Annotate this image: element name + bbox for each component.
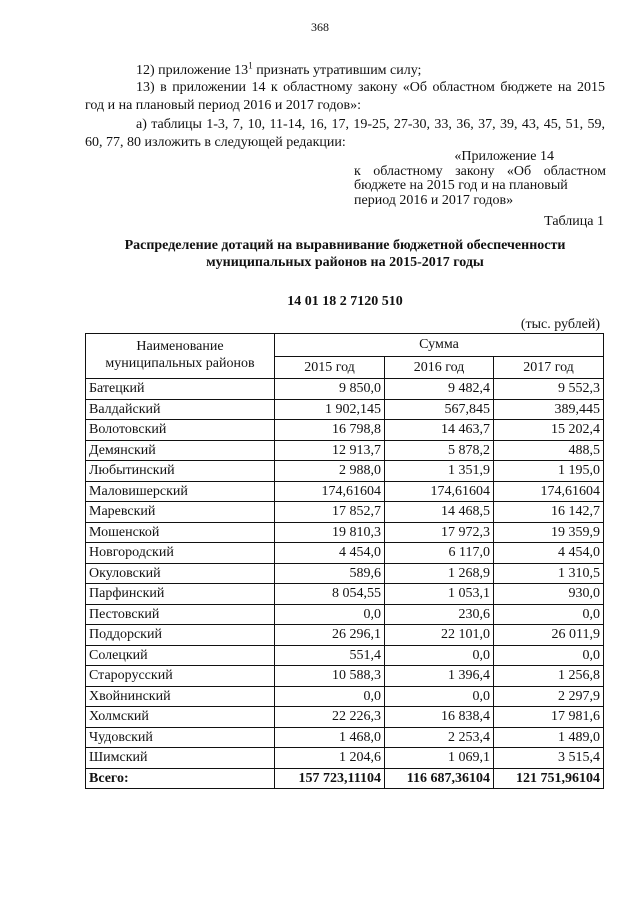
- table-total-row: [86, 768, 604, 789]
- table-row: [86, 522, 604, 543]
- paragraph-item-12: [136, 62, 421, 80]
- value-2017-cell: 15 202,4: [494, 420, 604, 441]
- district-name-cell: Шимский: [86, 748, 275, 769]
- value-2017-cell: 930,0: [494, 584, 604, 605]
- units-label: (тыс. рублей): [520, 317, 600, 332]
- value-2015-cell: 10 588,3: [275, 666, 385, 687]
- district-name-cell: Маревский: [86, 502, 275, 523]
- district-name-cell: Солецкий: [86, 645, 275, 666]
- district-name-cell: Парфинский: [86, 584, 275, 605]
- value-2015-cell: 2 988,0: [275, 461, 385, 482]
- value-2015-cell: 1 204,6: [275, 748, 385, 769]
- table-title-line-1: Распределение дотаций на выравнивание бюджетной обеспеченности: [124, 238, 566, 253]
- value-2015-cell: 1 902,145: [275, 399, 385, 420]
- value-2017-cell: 174,61604: [494, 481, 604, 502]
- appendix-line-3: бюджете на 2015 год и на плановый: [354, 178, 568, 194]
- district-name-cell: Демянский: [86, 440, 275, 461]
- district-name-cell: Окуловский: [86, 563, 275, 584]
- appendix-line-4: период 2016 и 2017 годов»: [354, 193, 514, 209]
- value-2017-cell: 0,0: [494, 604, 604, 625]
- district-name-cell: Старорусский: [86, 666, 275, 687]
- value-2016-cell: 116 687,36104: [385, 768, 494, 789]
- header-sum: Сумма: [275, 334, 604, 357]
- table-title: [85, 238, 605, 272]
- value-2016-cell: 5 878,2: [385, 440, 494, 461]
- value-2016-cell: 0,0: [385, 686, 494, 707]
- value-2016-cell: 6 117,0: [385, 543, 494, 564]
- value-2016-cell: 0,0: [385, 645, 494, 666]
- value-2015-cell: 8 054,55: [275, 584, 385, 605]
- value-2016-cell: 2 253,4: [385, 727, 494, 748]
- table-row: [86, 625, 604, 646]
- value-2015-cell: 17 852,7: [275, 502, 385, 523]
- header-year-2015: 2015 год: [275, 356, 385, 379]
- value-2017-cell: 488,5: [494, 440, 604, 461]
- value-2016-cell: 1 268,9: [385, 563, 494, 584]
- header-district-name: Наименование муниципальных районов: [86, 334, 275, 379]
- district-name-cell: Чудовский: [86, 727, 275, 748]
- value-2015-cell: 157 723,11104: [275, 768, 385, 789]
- value-2015-cell: 0,0: [275, 686, 385, 707]
- table-row: [86, 727, 604, 748]
- table-row: [86, 645, 604, 666]
- table-row: [86, 707, 604, 728]
- table-row: [86, 481, 604, 502]
- superscript-index: 1: [248, 60, 253, 71]
- table-label: Таблица 1: [544, 214, 604, 229]
- value-2017-cell: 1 256,8: [494, 666, 604, 687]
- district-name-cell: Любытинский: [86, 461, 275, 482]
- table-row: [86, 420, 604, 441]
- value-2015-cell: 12 913,7: [275, 440, 385, 461]
- value-2017-cell: 1 310,5: [494, 563, 604, 584]
- value-2017-cell: 9 552,3: [494, 379, 604, 400]
- header-year-2017: 2017 год: [494, 356, 604, 379]
- value-2015-cell: 26 296,1: [275, 625, 385, 646]
- paragraph-item-12-text: 12) приложение 13: [136, 63, 249, 78]
- table-body: [86, 379, 604, 789]
- table-row: [86, 563, 604, 584]
- value-2017-cell: 19 359,9: [494, 522, 604, 543]
- value-2016-cell: 1 396,4: [385, 666, 494, 687]
- appendix-line-1: «Приложение 14: [454, 149, 554, 164]
- district-name-cell: Новгородский: [86, 543, 275, 564]
- value-2015-cell: 0,0: [275, 604, 385, 625]
- value-2016-cell: 567,845: [385, 399, 494, 420]
- table-row: [86, 543, 604, 564]
- district-name-cell: Пестовский: [86, 604, 275, 625]
- value-2016-cell: 14 468,5: [385, 502, 494, 523]
- value-2017-cell: 16 142,7: [494, 502, 604, 523]
- table-title-line-2: муниципальных районов на 2015-2017 годы: [206, 254, 484, 270]
- value-2017-cell: 0,0: [494, 645, 604, 666]
- value-2015-cell: 174,61604: [275, 481, 385, 502]
- value-2017-cell: 17 981,6: [494, 707, 604, 728]
- table-row: [86, 461, 604, 482]
- value-2016-cell: 230,6: [385, 604, 494, 625]
- value-2015-cell: 22 226,3: [275, 707, 385, 728]
- district-name-cell: Маловишерский: [86, 481, 275, 502]
- value-2016-cell: 1 053,1: [385, 584, 494, 605]
- header-year-2016: 2016 год: [385, 356, 494, 379]
- page-number: 368: [311, 20, 329, 34]
- value-2016-cell: 17 972,3: [385, 522, 494, 543]
- value-2017-cell: 4 454,0: [494, 543, 604, 564]
- value-2016-cell: 1 351,9: [385, 461, 494, 482]
- table-row: [86, 379, 604, 400]
- table-row: [86, 604, 604, 625]
- value-2016-cell: 174,61604: [385, 481, 494, 502]
- value-2017-cell: 3 515,4: [494, 748, 604, 769]
- table-row: [86, 440, 604, 461]
- value-2015-cell: 4 454,0: [275, 543, 385, 564]
- appendix-line-2: к областному закону «Об областном: [354, 163, 606, 179]
- value-2015-cell: 16 798,8: [275, 420, 385, 441]
- value-2015-cell: 9 850,0: [275, 379, 385, 400]
- table-row: [86, 748, 604, 769]
- budget-classification-code: 14 01 18 2 7120 510: [287, 294, 403, 309]
- district-name-cell: Всего:: [86, 768, 275, 789]
- paragraph-item-13: 13) в приложении 14 к областному закону «Об областном бюджете на 2015 год и на плановый период 2016 и 2017 годов»:: [85, 80, 605, 113]
- table-row: [86, 584, 604, 605]
- value-2017-cell: 121 751,96104: [494, 768, 604, 789]
- appendix-reference: [354, 150, 606, 209]
- district-name-cell: Мошенской: [86, 522, 275, 543]
- subsidy-table: [85, 333, 604, 789]
- district-name-cell: Холмский: [86, 707, 275, 728]
- district-name-cell: Батецкий: [86, 379, 275, 400]
- value-2015-cell: 589,6: [275, 563, 385, 584]
- table-row: [86, 399, 604, 420]
- value-2016-cell: 16 838,4: [385, 707, 494, 728]
- table-row: [86, 666, 604, 687]
- paragraph-item-12-tail: признать утратившим силу;: [252, 63, 422, 78]
- table-row: [86, 502, 604, 523]
- district-name-cell: Волотовский: [86, 420, 275, 441]
- value-2016-cell: 9 482,4: [385, 379, 494, 400]
- value-2015-cell: 19 810,3: [275, 522, 385, 543]
- value-2017-cell: 1 195,0: [494, 461, 604, 482]
- value-2016-cell: 14 463,7: [385, 420, 494, 441]
- district-name-cell: Хвойнинский: [86, 686, 275, 707]
- district-name-cell: Валдайский: [86, 399, 275, 420]
- value-2016-cell: 1 069,1: [385, 748, 494, 769]
- table-row: [86, 686, 604, 707]
- value-2017-cell: 26 011,9: [494, 625, 604, 646]
- value-2015-cell: 551,4: [275, 645, 385, 666]
- value-2017-cell: 389,445: [494, 399, 604, 420]
- value-2015-cell: 1 468,0: [275, 727, 385, 748]
- value-2016-cell: 22 101,0: [385, 625, 494, 646]
- district-name-cell: Поддорский: [86, 625, 275, 646]
- value-2017-cell: 2 297,9: [494, 686, 604, 707]
- value-2017-cell: 1 489,0: [494, 727, 604, 748]
- paragraph-item-a: а) таблицы 1-3, 7, 10, 11-14, 16, 17, 19-25, 27-30, 33, 36, 37, 39, 43, 45, 51, 59, 60, 77, 80 изложить в следующей редакции:: [85, 117, 605, 150]
